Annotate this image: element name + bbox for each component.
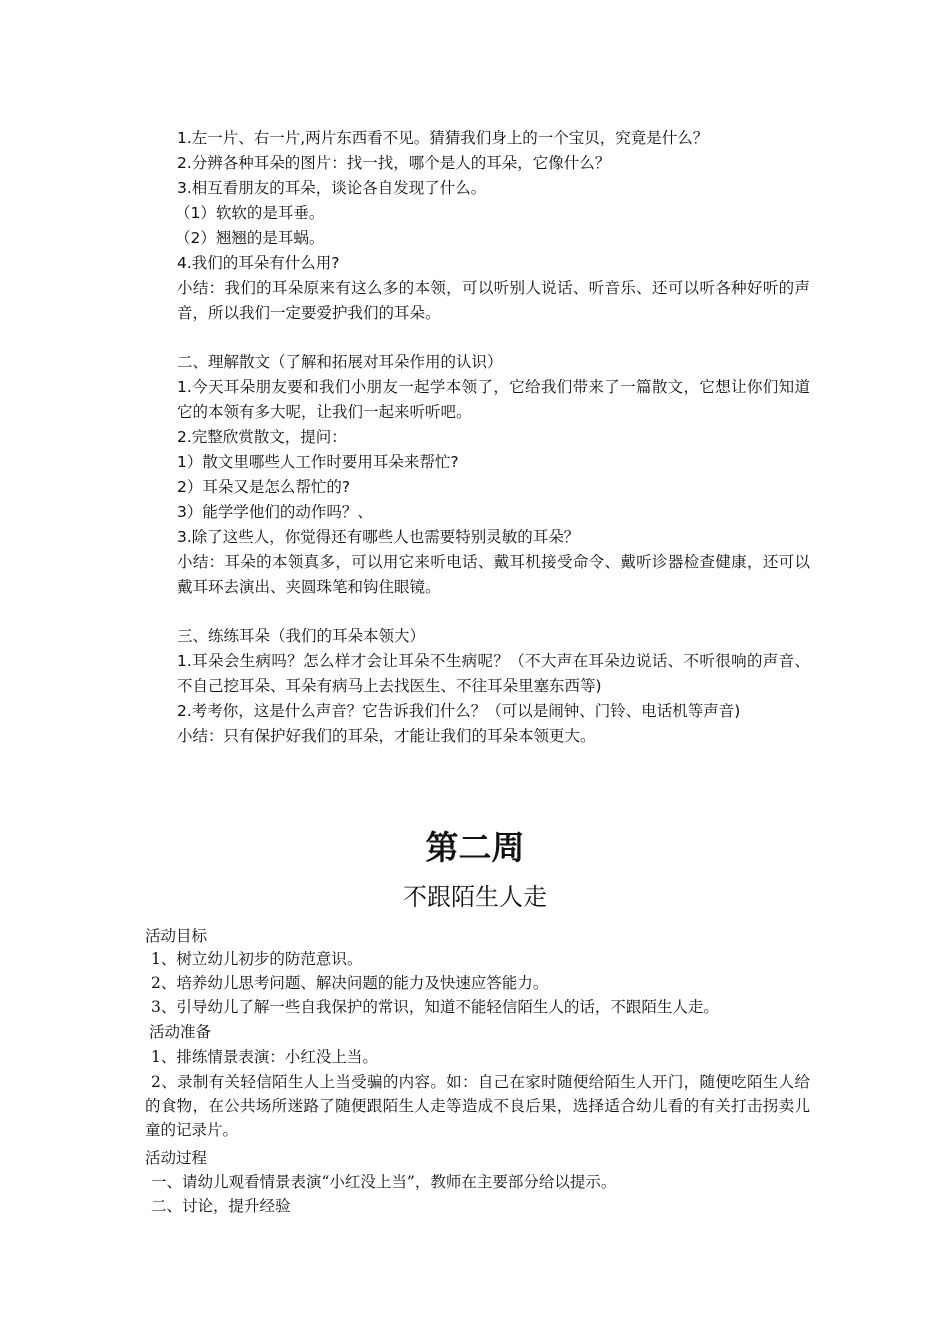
question-1: 1.左一片、右一片,两片东西看不见。猜猜我们身上的一个宝贝，究竟是什么？ xyxy=(177,129,709,147)
prep-item-1: 1、排练情景表演：小红没上当。 xyxy=(151,1048,378,1066)
section-3-item-2: 2.考考你，这是什么声音？它告诉我们什么？（可以是闹钟、门铃、电话机等声音) xyxy=(177,702,741,720)
section-2-question-1: 1）散文里哪些人工作时要用耳朵来帮忙? xyxy=(177,453,459,471)
week-title: 第二周 xyxy=(425,828,525,867)
prep-heading: 活动准备 xyxy=(149,1023,212,1041)
lesson-title: 不跟陌生人走 xyxy=(403,883,547,911)
question-4: 4.我们的耳朵有什么用? xyxy=(177,254,340,272)
section-2-paragraph-1: 1.今天耳朵朋友要和我们小朋友一起学本领了，它给我们带来了一篇散文，它想让你们知道它的本领有多大呢，让我们一起来听听吧。 xyxy=(177,378,810,421)
summary-3: 小结：只有保护好我们的耳朵，才能让我们的耳朵本领更大。 xyxy=(177,727,596,745)
section-2-heading: 二、理解散文（了解和拓展对耳朵作用的认识） xyxy=(177,353,503,371)
section-2-question-3: 3）能学学他们的动作吗？、 xyxy=(177,503,373,521)
process-step-1: 一、请幼儿观看情景表演“小红没上当”，教师在主要部分给以提示。 xyxy=(151,1173,617,1191)
sub-item-2: （2）翘翘的是耳蜗。 xyxy=(175,229,325,247)
question-3: 3.相互看朋友的耳朵，谈论各自发现了什么。 xyxy=(177,179,487,197)
section-2-item-2: 2.完整欣赏散文，提问： xyxy=(177,428,347,446)
summary-2: 小结：耳朵的本领真多，可以用它来听电话、戴耳机接受命令、戴听诊器检查健康，还可以戴耳环去演出、夹圆珠笔和钩住眼镜。 xyxy=(177,553,810,596)
goal-heading: 活动目标 xyxy=(145,927,208,945)
goal-item-2: 2、培养幼儿思考问题、解决问题的能力及快速应答能力。 xyxy=(151,974,549,992)
section-3-paragraph-1: 1.耳朵会生病吗？怎么样才会让耳朵不生病呢？（不大声在耳朵边说话、不听很响的声音、不自己挖耳朵、耳朵有病马上去找医生、不往耳朵里塞东西等) xyxy=(177,652,810,695)
section-2-question-2: 2）耳朵又是怎么帮忙的? xyxy=(177,478,351,496)
goal-item-3: 3、引导幼儿了解一些自我保护的常识，知道不能轻信陌生人的话，不跟陌生人走。 xyxy=(151,998,719,1016)
sub-item-1: （1）软软的是耳垂。 xyxy=(175,204,325,222)
prep-item-2: 2、录制有关轻信陌生人上当受骗的内容。如：自己在家时随便给陌生人开门，随便吃陌生人给的食物，在公共场所迷路了随便跟陌生人走等造成不良后果，选择适合幼儿看的有关打击拐卖儿童的记录片。 xyxy=(145,1073,810,1139)
question-2: 2.分辨各种耳朵的图片：找一找，哪个是人的耳朵，它像什么？ xyxy=(177,154,611,172)
summary-1: 小结：我们的耳朵原来有这么多的本领，可以听别人说话、听音乐、还可以听各种好听的声音，所以我们一定要爱护我们的耳朵。 xyxy=(177,279,810,322)
section-2-item-3: 3.除了这些人，你觉得还有哪些人也需要特别灵敏的耳朵？ xyxy=(177,528,580,546)
process-step-2: 二、讨论，提升经验 xyxy=(151,1197,291,1215)
section-3-heading: 三、练练耳朵（我们的耳朵本领大） xyxy=(177,627,426,645)
goal-item-1: 1、树立幼儿初步的防范意识。 xyxy=(151,950,363,968)
process-heading: 活动过程 xyxy=(145,1149,208,1167)
